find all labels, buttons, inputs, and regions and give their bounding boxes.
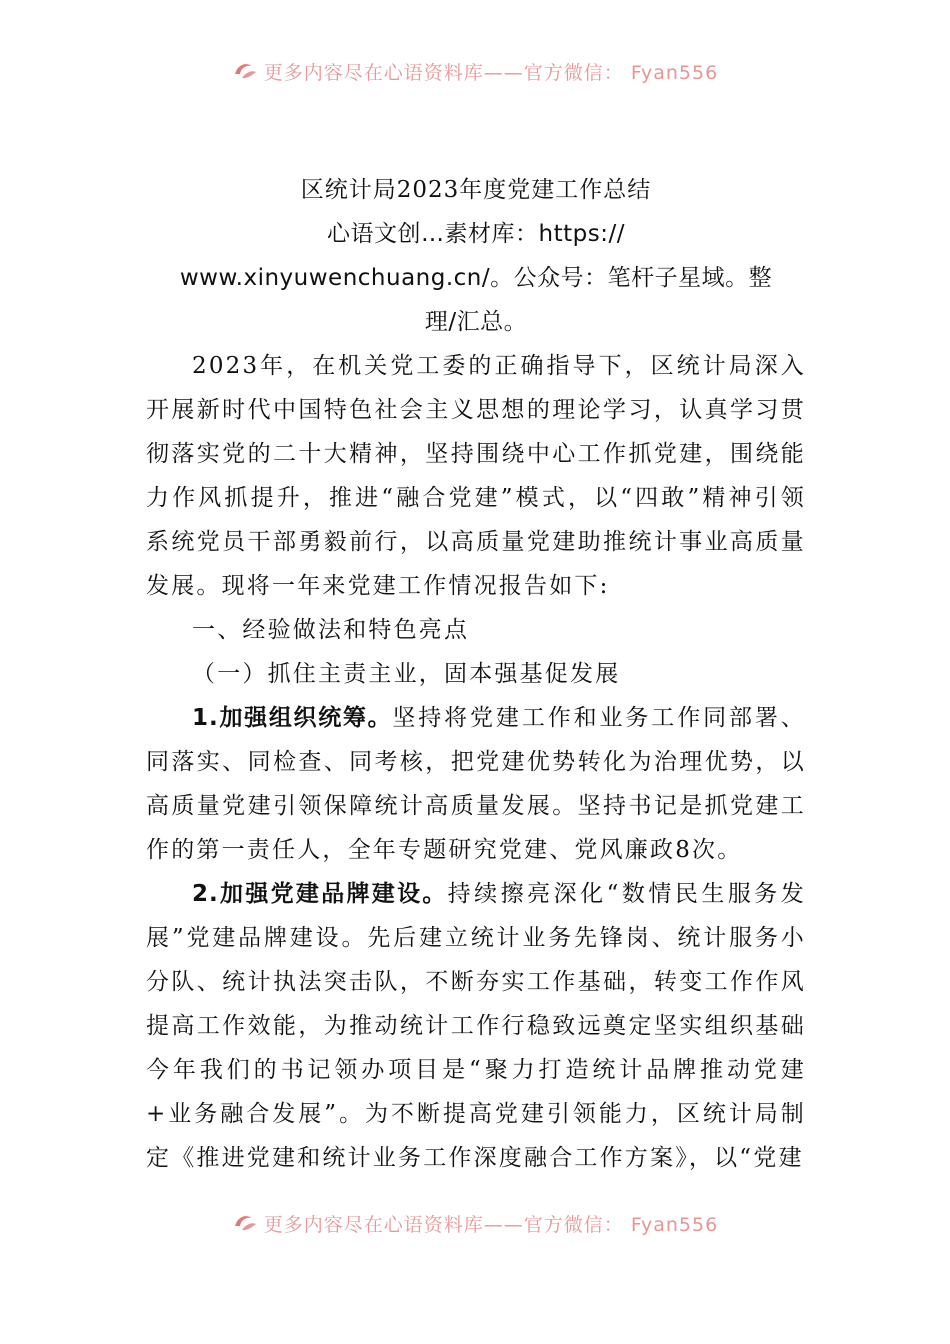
watermark-text: 更多内容尽在心语资料库——官方微信： Fyan556 (263, 1213, 719, 1236)
source-line-2: www.xinyuwenchuang.cn/。公众号：笔杆子星域。整 (179, 265, 773, 291)
footer-watermark (0, 1208, 950, 1238)
item-2-body: 持续擦亮深化“数情民生服务发展”党建品牌建设。先后建立统计业务先锋岗、统计服务小分队、统计执法突击队，不断夯实工作基础，转变工作作风提高工作效能，为推动统计工作行稳致远奠定坚实组织基础今年我们的书记领办项目是“聚力打造统计品牌推动党建+业务融合发展”。为不断提高党建引领能力，区统计局制定《推进党建和统计业务工作深度融合工作方案》，以“党建 (146, 881, 806, 1171)
watermark-text: 更多内容尽在心语资料库——官方微信： Fyan556 (263, 61, 719, 84)
header-watermark (0, 56, 950, 86)
item-2-paragraph (146, 872, 806, 1180)
source-line-1: 心语文创…素材库：https:// (327, 221, 625, 247)
section-heading: 一、经验做法和特色亮点 (192, 617, 470, 643)
watermark-logo-icon (232, 60, 258, 82)
intro-paragraph: 2023年，在机关党工委的正确指导下，区统计局深入开展新时代中国特色社会主义思想的理论学习，认真学习贯彻落实党的二十大精神，坚持围绕中心工作抓党建，围绕能力作风抓提升，推进“融合党建”模式，以“四敢”精神引领系统党员干部勇毅前行，以高质量党建助推统计事业高质量发展。现将一年来党建工作情况报告如下: (146, 353, 806, 599)
subsection-heading: （一）抓住主责主业，固本强基促发展 (192, 661, 621, 687)
item-2-lead: 2.加强党建品牌建设。 (192, 881, 448, 907)
item-1-lead: 1.加强组织统筹。 (192, 705, 393, 731)
source-line-3: 理/汇总。 (424, 309, 528, 335)
item-1-paragraph (146, 696, 806, 872)
item-1-body: 坚持将党建工作和业务工作同部署、同落实、同检查、同考核，把党建优势转化为治理优势，以高质量党建引领保障统计高质量发展。坚持书记是抓党建工作的第一责任人，全年专题研究党建、党风廉政8次。 (146, 705, 806, 863)
document-body (146, 168, 806, 1180)
watermark-logo-icon (232, 1212, 258, 1234)
document-title: 区统计局2023年度党建工作总结 (300, 177, 652, 203)
